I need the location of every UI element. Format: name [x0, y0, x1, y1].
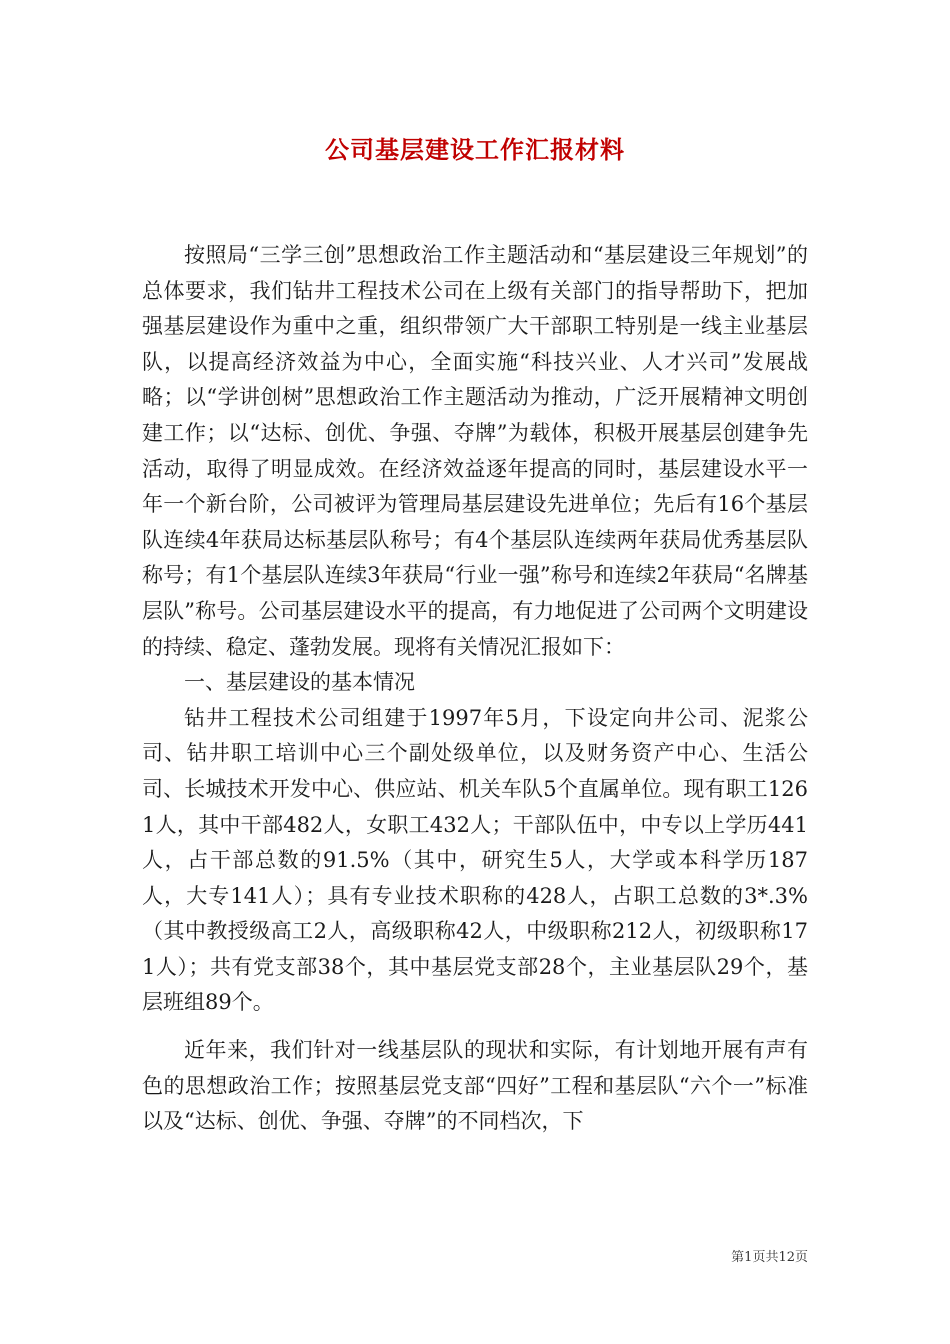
- paragraph-intro: 按照局“三学三创”思想政治工作主题活动和“基层建设三年规划”的总体要求，我们钻井工程技术公司在上级有关部门的指导帮助下，把加强基层建设作为重中之重，组织带领广大干部职工特别是一线主业基层队，以提高经济效益为中心，全面实施“科技兴业、人才兴司”发展战略；以“学讲创树”思想政治工作主题活动为推动，广泛开展精神文明创建工作；以“达标、创优、争强、夺牌”为载体，积极开展基层创建争先活动，取得了明显成效。在经济效益逐年提高的同时，基层建设水平一年一个新台阶，公司被评为管理局基层建设先进单位；先后有16个基层队连续4年获局达标基层队称号；有4个基层队连续两年获局优秀基层队称号；有1个基层队连续3年获局“行业一强”称号和连续2年获局“名牌基层队”称号。公司基层建设水平的提高，有力地促进了公司两个文明建设的持续、稳定、蓬勃发展。现将有关情况汇报如下：: [142, 243, 808, 659]
- paragraph-company-overview: 钻井工程技术公司组建于1997年5月，下设定向井公司、泥浆公司、钻井职工培训中心三个副处级单位，以及财务资产中心、生活公司、长城技术开发中心、供应站、机关车队5个直属单位。现有职工1261人，其中干部482人，女职工432人；干部队伍中，中专以上学历441人，占干部总数的91.5%（其中，研究生5人，大学或本科学历187人，大专141人）；具有专业技术职称的428人，占职工总数的3*.3%（其中教授级高工2人，高级职称42人，中级职称212人，初级职称171人）；共有党支部38个，其中基层党支部28个，主业基层队29个，基层班组89个。: [142, 705, 808, 1015]
- page-number: 第1页共12页: [731, 1250, 808, 1265]
- section-heading-basic-situation: 一、基层建设的基本情况: [184, 670, 415, 695]
- document-body: [142, 238, 808, 1140]
- document-title: 公司基层建设工作汇报材料: [325, 135, 625, 164]
- paragraph-recent-work: 近年来，我们针对一线基层队的现状和实际，有计划地开展有声有色的思想政治工作；按照基层党支部“四好”工程和基层队“六个一”标准以及“达标、创优、争强、夺牌”的不同档次，下: [142, 1038, 808, 1134]
